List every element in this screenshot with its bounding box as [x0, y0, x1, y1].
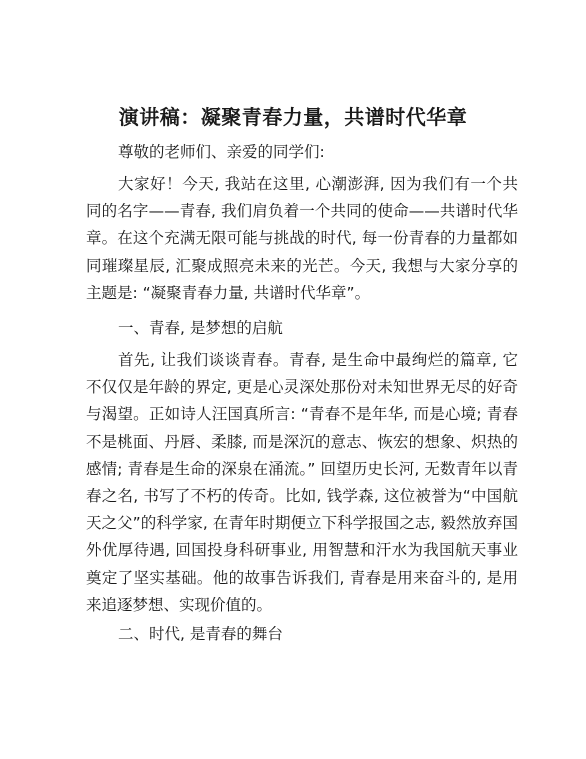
paragraph-youth: 首先, 让我们谈谈青春。青春, 是生命中最绚烂的篇章, 它不仅仅是年龄的界定, 更是心灵深处那份对未知世界无尽的好奇与渴望。正如诗人汪国真所言: “青春不是年华, 而是心境; 青春不是桃面、丹唇、柔膝, 而是深沉的意志、恢宏的想象、炽热的感情; 青春是生命的深泉在涌流。” 回望历史长河, 无数青年以青春之名, 书写了不朽的传奇。比如, 钱学森, 这位被誉为“中国航天之父”的科学家, 在青年时期便立下科学报国之志, 毅然放弃国外优厚待遇, 回国投身科研事业, 用智慧和汗水为我国航天事业奠定了坚实基础。他的故事告诉我们, 青春是用来奋斗的, 是用来追逐梦想、实现价值的。 — [86, 351, 518, 614]
document-title: 演讲稿：凝聚青春力量，共谱时代华章 — [118, 105, 468, 129]
paragraph-opening: 大家好！今天, 我站在这里, 心潮澎湃, 因为我们有一个共同的名字——青春, 我们肩负着一个共同的使命——共谱时代华章。在这个充满无限可能与挑战的时代, 每一份青春的力量都如同璀璨星辰, 汇聚成照亮未来的光芒。今天, 我想与大家分享的主题是: “凝聚青春力量, 共谱时代华章”。 — [86, 175, 518, 302]
salutation: 尊敬的老师们、亲爱的同学们: — [118, 143, 325, 161]
section-heading-1: 一、青春, 是梦想的启航 — [118, 319, 283, 337]
section-heading-2: 二、时代, 是青春的舞台 — [118, 625, 283, 643]
